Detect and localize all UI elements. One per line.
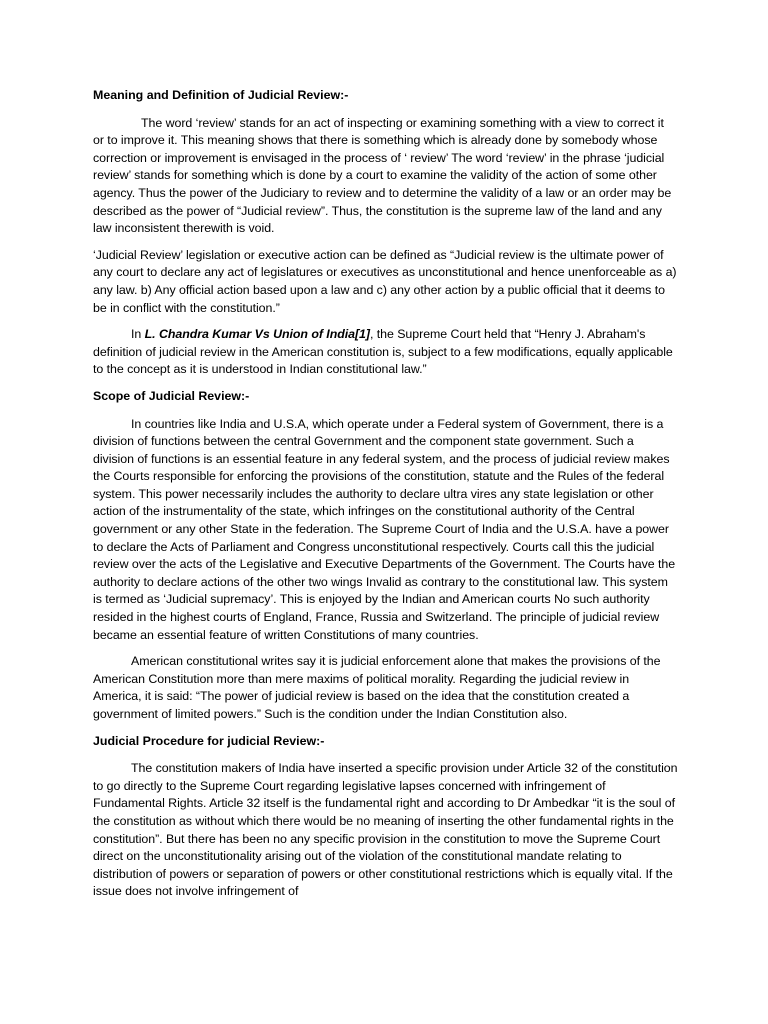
case-holding-text: , the Supreme Court held that “Henry J. Abraham's definition of judicial review in the American constitution is, subject to a few modifications, equally applicable to the concept as it is understood in Indian constitutional law.” [93, 327, 673, 377]
section-heading-procedure: Judicial Procedure for judicial Review:- [93, 733, 325, 748]
paragraph-meaning-3 [93, 326, 678, 379]
case-citation: L. Chandra Kumar Vs Union of India[1] [144, 327, 370, 342]
paragraph-procedure-1: The constitution makers of India have inserted a specific provision under Article 32 of the constitution to go directly to the Supreme Court regarding legislative lapses concerned with infringement of Fundamental Rights. Article 32 itself is the fundamental right and according to Dr Ambedkar “it is the soul of the constitution as without which there would be no meaning of inserting the other fundamental rights in the constitution”. But there has been no any specific provision in the constitution to move the Supreme Court direct on the unconstitutionality arising out of the violation of the constitutional mandate relating to distribution of powers or separation of powers or other constitutional restrictions which is equally vital. If the issue does not involve infringement of [93, 761, 678, 899]
paragraph-scope-1: In countries like India and U.S.A, which operate under a Federal system of Government, there is a division of functions between the central Government and the component state government. Such a division of functions is an essential feature in any federal system, and the process of judicial review makes the Courts responsible for enforcing the provisions of the constitution, statute and the Rules of the federal system. This power necessarily includes the authority to declare ultra vires any state legislation or other action of the instrumentality of the state, which infringes on the constitutional authority of the Central government or any other State in the federation. The Supreme Court of India and the U.S.A. have a power to declare the Acts of Parliament and Congress unconstitutional respectively. Courts call this the judicial review over the acts of the Legislative and Executive Departments of the Government. The Courts have the authority to declare actions of the other two wings Invalid as contrary to the constitutional law. This system is termed as ‘Judicial supremacy’. This is enjoyed by the Indian and American courts No such authority resided in the highest courts of England, France, Russia and Switzerland. The principle of judicial review became an essential feature of written Constitutions of many countries. [93, 416, 676, 642]
paragraph-meaning-2: ‘Judicial Review’ legislation or executive action can be defined as “Judicial review is the ultimate power of any court to declare any act of legislatures or executives as unconstitutional and hence unenforceable as a) any law. b) Any official action based upon a law and c) any other action by a public official that it deems to be in conflict with the constitution.” [93, 247, 677, 315]
paragraph-meaning-1: The word ‘review’ stands for an act of inspecting or examining something with a view to correct it or to improve it. This meaning shows that there is something which is already done by somebody whose correction or improvement is envisaged in the process of ‘ review’ The word ‘review’ in the phrase ‘judicial review’ stands for something which is done by a court to examine the validity of the action of some other agency. Thus the power of the Judiciary to review and to determine the validity of a law or an order may be described as the power of “Judicial review”. Thus, the constitution is the supreme law of the land and any law inconsistent therewith is void. [93, 115, 672, 236]
paragraph-scope-2: American constitutional writes say it is judicial enforcement alone that makes the provisions of the American Constitution more than mere maxims of political morality. Regarding the judicial review in America, it is said: “The power of judicial review is based on the idea that the constitution created a government of limited powers.” Such is the condition under the Indian Constitution also. [93, 654, 661, 721]
case-intro-text: In [131, 327, 145, 342]
section-heading-scope: Scope of Judicial Review:- [93, 388, 250, 403]
section-heading-meaning: Meaning and Definition of Judicial Review:- [93, 88, 349, 102]
